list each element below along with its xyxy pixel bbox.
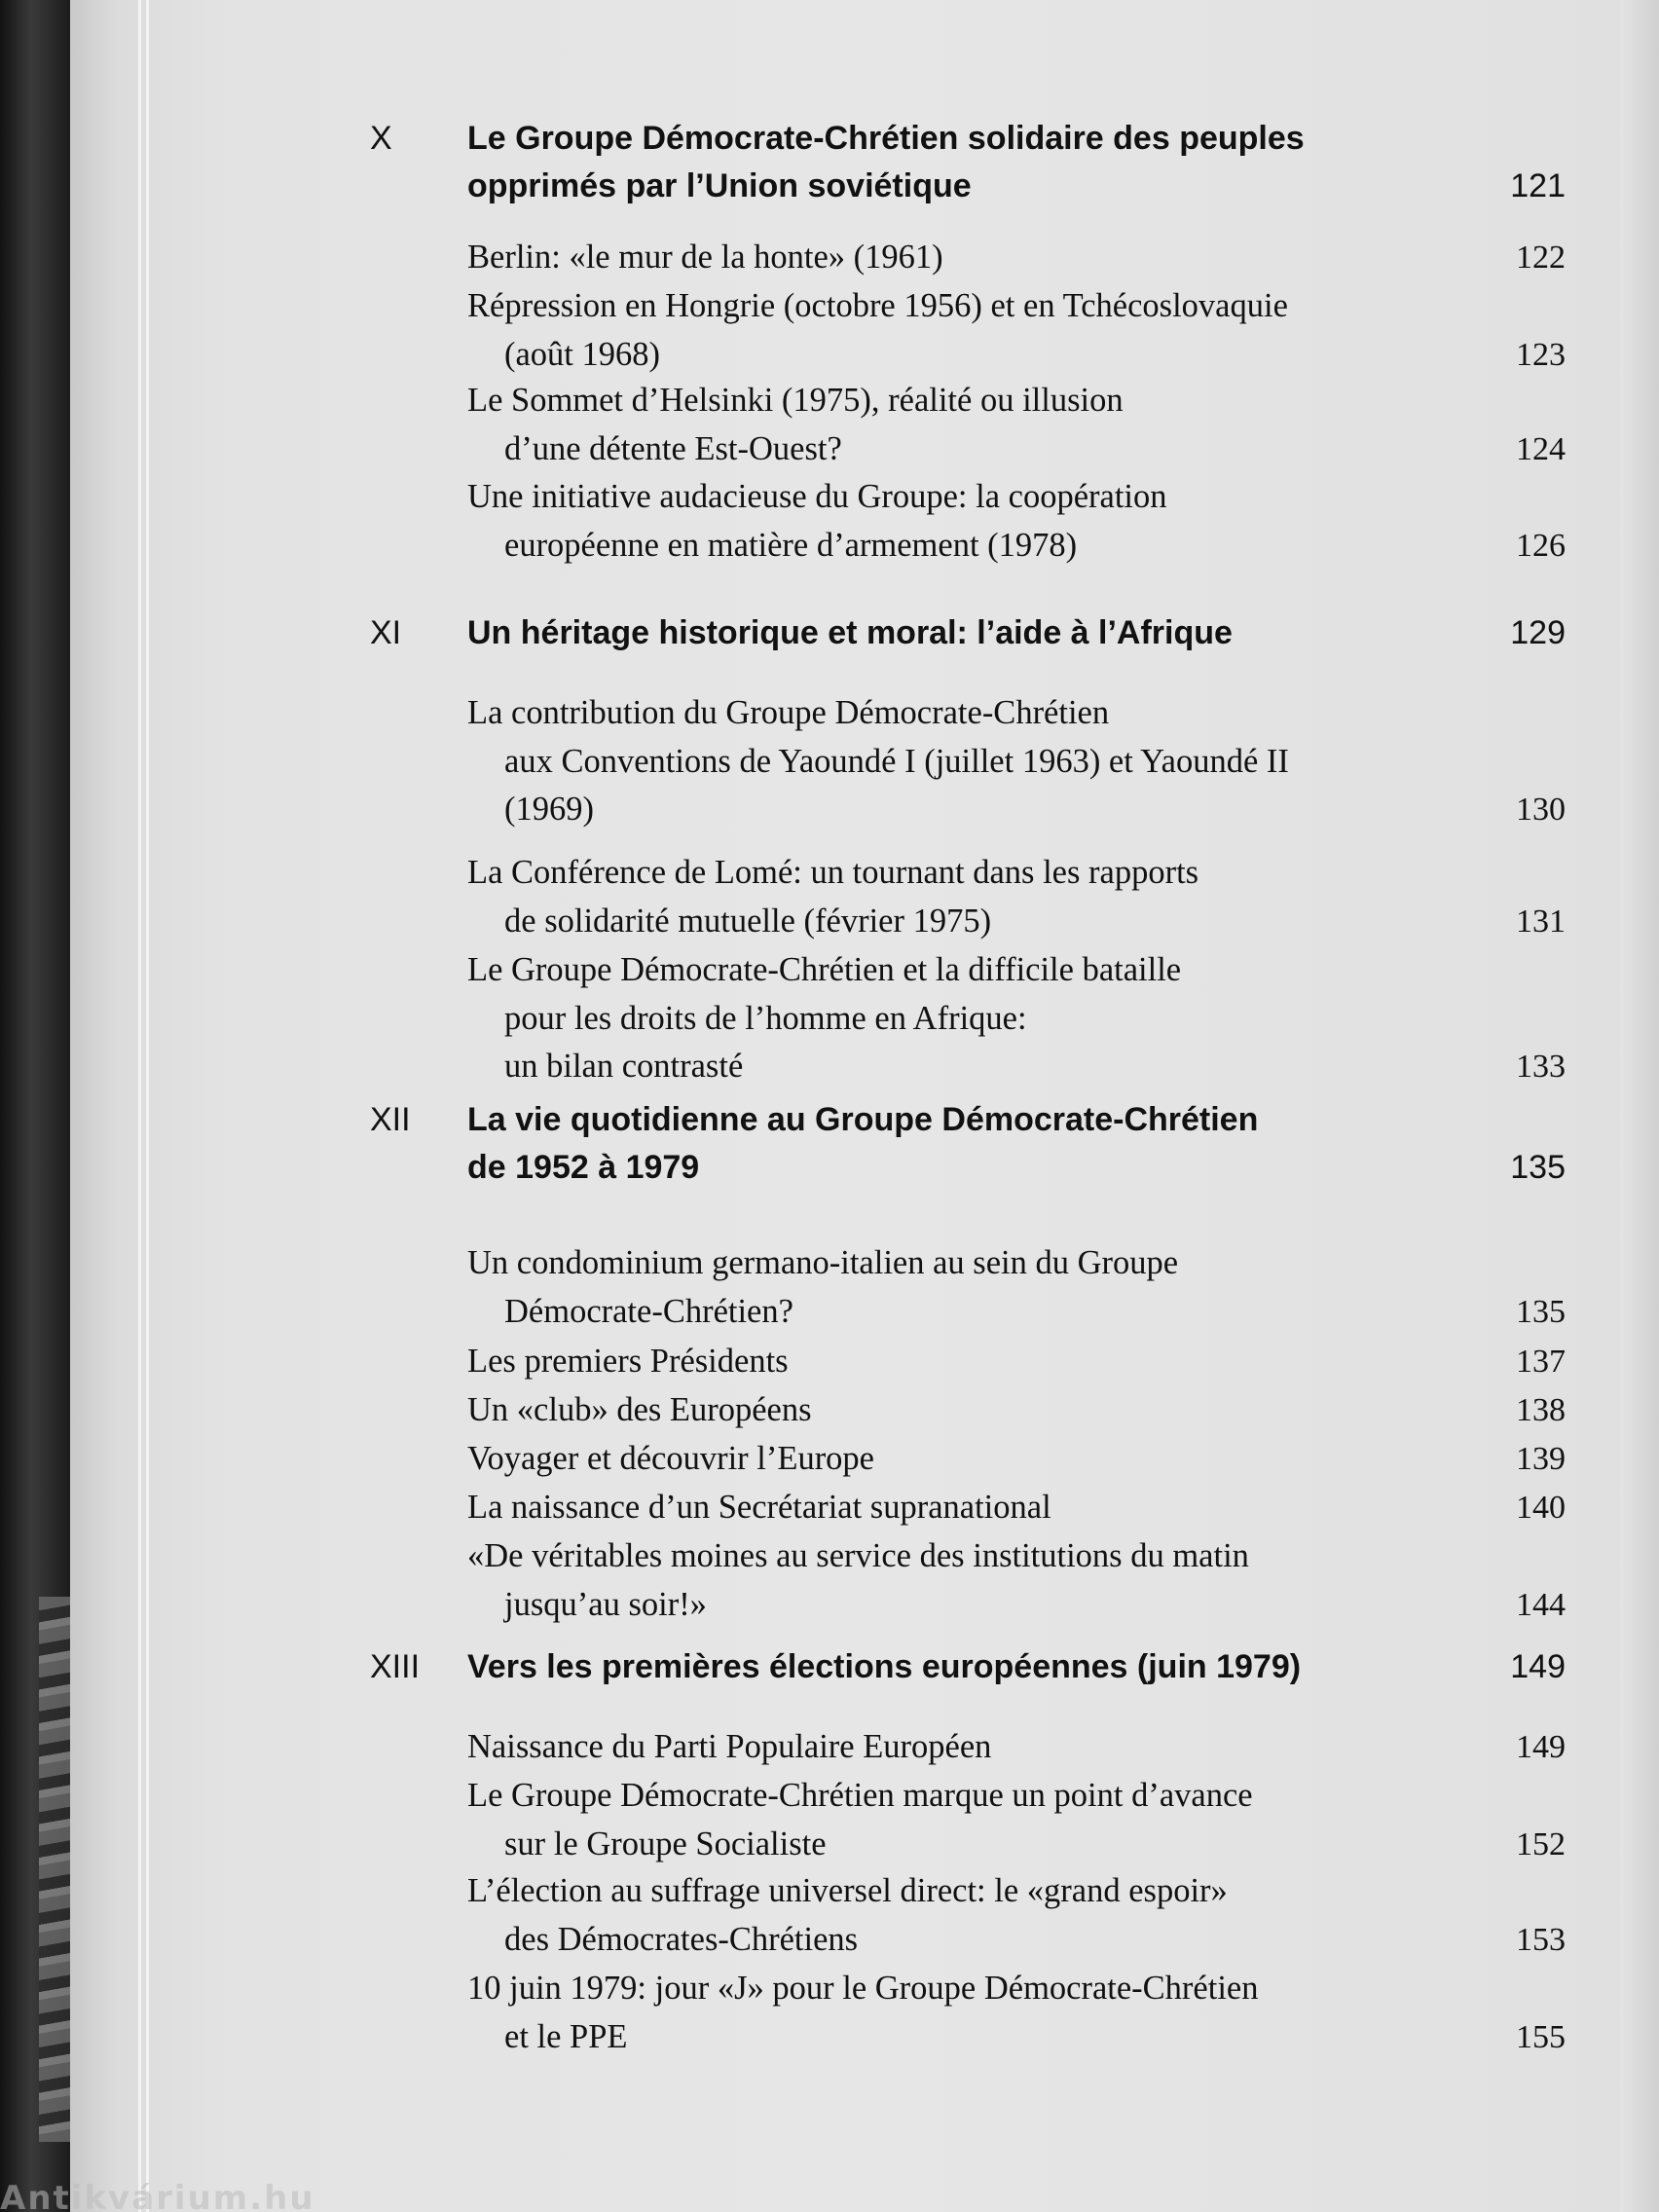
toc-entry[interactable] xyxy=(467,1965,1504,2061)
toc-entry-line: Une initiative audacieuse du Groupe: la coopération xyxy=(467,478,1167,515)
toc-entry[interactable] xyxy=(467,1239,1504,1336)
chapter-title-line: La vie quotidienne au Groupe Démocrate-Chrétien xyxy=(467,1101,1259,1138)
chapter-page-number: 135 xyxy=(1510,1149,1566,1186)
toc-entry-line: Un condominium germano-italien au sein du Groupe xyxy=(467,1244,1179,1281)
toc-entry-line: Voyager et découvrir l’Europe xyxy=(467,1440,874,1477)
toc-entry[interactable] xyxy=(467,689,1504,834)
toc-entry[interactable] xyxy=(467,234,1504,282)
toc-entry-line: Les premiers Présidents xyxy=(467,1343,789,1380)
toc-entry-line: 10 juin 1979: jour «J» pour le Groupe Démocrate-Chrétien xyxy=(467,1970,1259,2007)
chapter-title-line: Vers les premières élections européennes (juin 1979) xyxy=(467,1648,1302,1685)
toc-entry-line: (août 1968) xyxy=(504,335,661,373)
chapter-title-line: opprimés par l’Union soviétique xyxy=(467,167,972,204)
toc-entry[interactable] xyxy=(467,473,1504,570)
toc-entry-line: et le PPE xyxy=(504,2017,628,2055)
toc-entry-page-number: 135 xyxy=(1516,1293,1566,1330)
toc-entry-line: L’élection au suffrage universel direct: le «grand espoir» xyxy=(467,1872,1228,1909)
toc-entry[interactable] xyxy=(467,1723,1504,1772)
toc-entry[interactable] xyxy=(467,282,1504,379)
toc-entry-line: Berlin: «le mur de la honte» (1961) xyxy=(467,239,943,276)
toc-entry-page-number: 139 xyxy=(1516,1441,1566,1477)
chapter-title-line: Le Groupe Démocrate-Chrétien solidaire des peuples xyxy=(467,120,1305,157)
toc-entry-page-number: 123 xyxy=(1516,336,1566,373)
toc-entry[interactable] xyxy=(467,946,1504,1091)
toc-entry-line: sur le Groupe Socialiste xyxy=(504,1825,827,1862)
toc-entry-line: d’une détente Est-Ouest? xyxy=(504,429,842,467)
toc-entry-line: Démocrate-Chrétien? xyxy=(504,1292,793,1330)
toc-entry-line: La Conférence de Lomé: un tournant dans les rapports xyxy=(467,854,1199,891)
toc-entry-page-number: 144 xyxy=(1516,1586,1566,1623)
toc-entry-line: Le Sommet d’Helsinki (1975), réalité ou illusion xyxy=(467,382,1124,419)
chapter-number: XII xyxy=(370,1101,411,1138)
toc-entry-line: Répression en Hongrie (octobre 1956) et en Tchécoslovaquie xyxy=(467,287,1288,324)
toc-entry[interactable] xyxy=(467,1867,1504,1964)
toc-entry-page-number: 155 xyxy=(1516,2018,1566,2055)
toc-entry-line: Le Groupe Démocrate-Chrétien et la difficile bataille xyxy=(467,951,1182,988)
toc-entry-page-number: 153 xyxy=(1516,1921,1566,1958)
toc-entry-line: La contribution du Groupe Démocrate-Chrétien xyxy=(467,694,1110,731)
toc-entry-line: pour les droits de l’homme en Afrique: xyxy=(504,999,1027,1037)
toc-entry-page-number: 152 xyxy=(1516,1825,1566,1862)
toc-entry[interactable] xyxy=(467,1435,1504,1484)
chapter-number: X xyxy=(370,120,392,157)
toc-entry[interactable] xyxy=(467,849,1504,945)
chapter-number: XIII xyxy=(370,1648,421,1685)
toc-entry-line: «De véritables moines au service des institutions du matin xyxy=(467,1537,1249,1574)
toc-entry-page-number: 130 xyxy=(1516,792,1566,828)
toc-entry-line: aux Conventions de Yaoundé I (juillet 1963) et Yaoundé II xyxy=(504,742,1289,780)
chapter-title[interactable] xyxy=(467,115,1451,210)
toc-entry-page-number: 131 xyxy=(1516,903,1566,940)
chapter-title-line: de 1952 à 1979 xyxy=(467,1149,700,1186)
toc-entry[interactable] xyxy=(467,1532,1504,1629)
toc-entry-page-number: 137 xyxy=(1516,1344,1566,1380)
toc-entry-line: Le Groupe Démocrate-Chrétien marque un point d’avance xyxy=(467,1777,1253,1814)
toc-entry-line: jusqu’au soir!» xyxy=(504,1585,707,1623)
chapter-page-number: 129 xyxy=(1510,614,1566,651)
toc-entry-page-number: 138 xyxy=(1516,1392,1566,1428)
toc-entry-page-number: 133 xyxy=(1516,1049,1566,1085)
toc-entry[interactable] xyxy=(467,377,1504,473)
toc-entry-page-number: 149 xyxy=(1516,1729,1566,1765)
toc-entry-line: un bilan contrasté xyxy=(504,1048,744,1085)
toc-entry-line: européenne en matière d’armement (1978) xyxy=(504,526,1078,564)
chapter-page-number: 121 xyxy=(1510,167,1566,204)
toc-entry-line: des Démocrates-Chrétiens xyxy=(504,1920,859,1958)
watermark: Antikvárium.hu xyxy=(0,2179,315,2212)
toc-entry[interactable] xyxy=(467,1386,1504,1435)
toc-entry-line: Naissance du Parti Populaire Européen xyxy=(467,1728,992,1765)
toc-entry[interactable] xyxy=(467,1484,1504,1532)
chapter-title[interactable] xyxy=(467,609,1451,657)
toc-entry-page-number: 126 xyxy=(1516,527,1566,564)
chapter-title[interactable] xyxy=(467,1643,1451,1691)
toc-entry-line: Un «club» des Européens xyxy=(467,1391,812,1428)
toc-entry-line: La naissance d’un Secrétariat supranational xyxy=(467,1489,1051,1526)
toc-entry-line: (1969) xyxy=(504,791,594,828)
toc-entry[interactable] xyxy=(467,1772,1504,1868)
chapter-number: XI xyxy=(370,614,402,651)
chapter-page-number: 149 xyxy=(1510,1648,1566,1685)
chapter-title[interactable] xyxy=(467,1096,1451,1192)
toc-entry-page-number: 140 xyxy=(1516,1490,1566,1526)
toc-entry-page-number: 122 xyxy=(1516,240,1566,276)
toc-entry-page-number: 124 xyxy=(1516,430,1566,467)
toc-entry-line: de solidarité mutuelle (février 1975) xyxy=(504,902,992,940)
toc-entry[interactable] xyxy=(467,1338,1504,1386)
chapter-title-line: Un héritage historique et moral: l’aide à l’Afrique xyxy=(467,614,1233,651)
